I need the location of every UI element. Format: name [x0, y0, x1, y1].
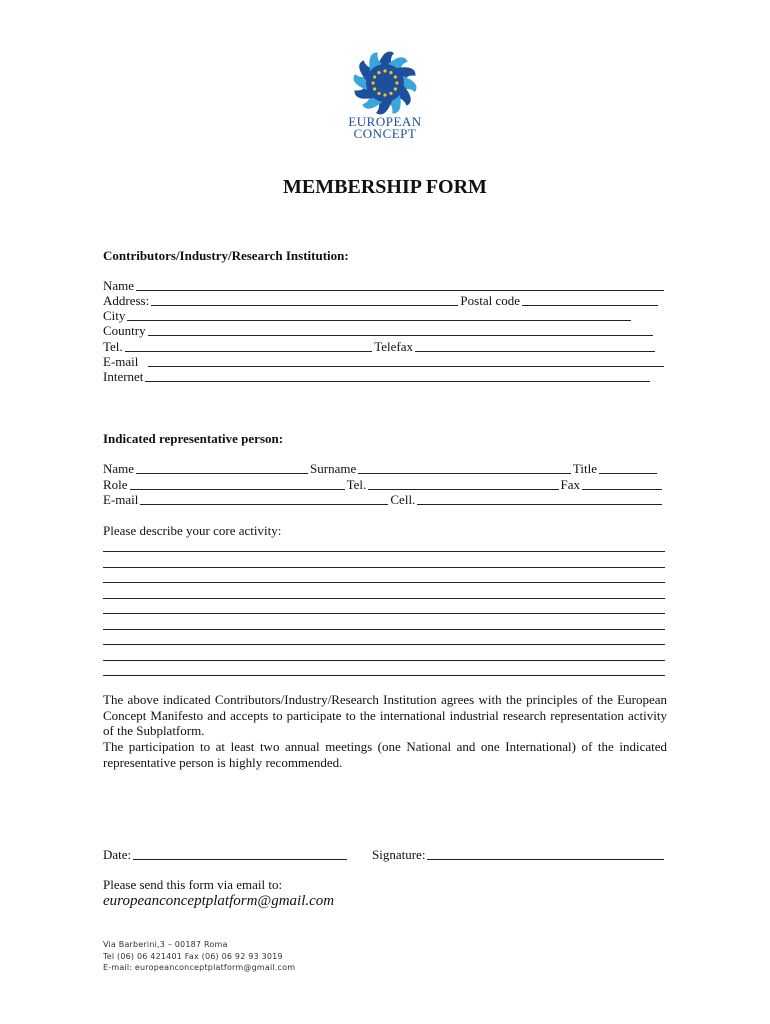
logo-star [377, 92, 380, 95]
rep-name-label: Name [103, 461, 135, 476]
logo-star [389, 92, 392, 95]
date-field[interactable] [133, 848, 347, 860]
rep-title-label: Title [572, 461, 597, 476]
rep-fax-label: Fax [560, 477, 580, 492]
rep-email-field[interactable] [140, 493, 388, 505]
footer-address-line-2: Tel (06) 06 421401 Fax (06) 06 92 93 3019 [103, 951, 283, 961]
org-internet-field[interactable] [103, 369, 652, 384]
logo-star [373, 75, 376, 78]
org-tel-field[interactable] [125, 340, 373, 352]
rep-role-field[interactable] [130, 478, 345, 490]
send-email-link[interactable]: europeanconceptplatform@gmail.com [103, 893, 335, 909]
org-name-field[interactable] [103, 278, 666, 293]
org-country-field[interactable] [103, 323, 655, 338]
activity-line[interactable] [103, 598, 665, 599]
agreement-paragraph-1: The above indicated Contributors/Industry/Research Institution agrees with the principles of the European Concept Manifesto and accepts to participate to the international industrial research representation activity of the Subplatform. [103, 692, 667, 738]
activity-line[interactable] [103, 629, 665, 630]
rep-email-label: E-mail [103, 492, 139, 507]
section2-heading: Indicated representative person: [103, 431, 284, 446]
logo-star [383, 69, 386, 72]
rep-name-row [103, 461, 659, 476]
signature-field[interactable] [427, 848, 664, 860]
org-address-label: Address: [103, 293, 150, 308]
logo-star [377, 71, 380, 74]
logo-star [395, 81, 398, 84]
activity-line[interactable] [103, 675, 665, 676]
org-address-field[interactable] [151, 294, 458, 306]
org-city-label: City [103, 308, 126, 323]
logo [350, 48, 420, 118]
org-tel-row [103, 339, 657, 354]
signature-label: Signature: [372, 847, 426, 862]
signature-row [372, 847, 666, 862]
org-country-label: Country [103, 323, 146, 338]
rep-fax-field[interactable] [582, 478, 662, 490]
rep-title-field[interactable] [599, 462, 657, 474]
footer-address-line-1: Via Barberini,3 – 00187 Roma [103, 940, 228, 949]
rep-name-field[interactable] [136, 462, 308, 474]
logo-star [371, 81, 374, 84]
org-name-label: Name [103, 278, 135, 293]
logo-star [394, 75, 397, 78]
org-tel-label: Tel. [103, 339, 123, 354]
activity-line[interactable] [103, 613, 665, 614]
logo-wordmark [330, 116, 440, 140]
activity-prompt: Please describe your core activity: [103, 523, 282, 538]
org-internet-label: Internet [103, 369, 144, 384]
activity-line[interactable] [103, 644, 665, 645]
footer-address-line-3: E-mail: europeanconceptplatform@gmail.com [103, 963, 296, 972]
page-title: MEMBERSHIP FORM [283, 176, 487, 198]
rep-surname-label: Surname [310, 461, 357, 476]
rep-tel-field[interactable] [368, 478, 558, 490]
rep-email-row [103, 492, 664, 507]
logo-star [389, 71, 392, 74]
section1-heading: Contributors/Industry/Research Institution: [103, 248, 349, 263]
logo-line-1: EUROPEAN [348, 114, 422, 129]
rep-role-row [103, 477, 664, 492]
rep-cell-field[interactable] [417, 493, 662, 505]
activity-line[interactable] [103, 660, 665, 661]
rep-tel-label: Tel. [346, 477, 367, 492]
org-postal-field[interactable] [522, 294, 658, 306]
logo-star [383, 93, 386, 96]
org-telefax-field[interactable] [415, 340, 655, 352]
org-email-label: E-mail [103, 354, 139, 369]
european-concept-logo-icon [350, 48, 420, 118]
org-city-field[interactable] [103, 308, 633, 323]
date-row [103, 847, 349, 862]
rep-cell-label: Cell. [390, 492, 416, 507]
logo-star [394, 87, 397, 90]
logo-line-2: CONCEPT [353, 126, 417, 141]
activity-line[interactable] [103, 567, 665, 568]
logo-star [373, 87, 376, 90]
org-postal-label: Postal code [460, 293, 520, 308]
activity-line[interactable] [103, 582, 665, 583]
rep-role-label: Role [103, 477, 128, 492]
agreement-paragraph-2: The participation to at least two annual meetings (one National and one International) of the indicated representative person is highly recommended. [103, 739, 667, 770]
org-telefax-label: Telefax [374, 339, 413, 354]
send-instruction: Please send this form via email to: [103, 877, 283, 892]
org-email-field[interactable] [103, 354, 666, 369]
rep-surname-field[interactable] [358, 462, 571, 474]
activity-line[interactable] [103, 551, 665, 552]
org-address-row [103, 293, 660, 308]
footer-address-block [103, 939, 295, 974]
date-label: Date: [103, 847, 132, 862]
